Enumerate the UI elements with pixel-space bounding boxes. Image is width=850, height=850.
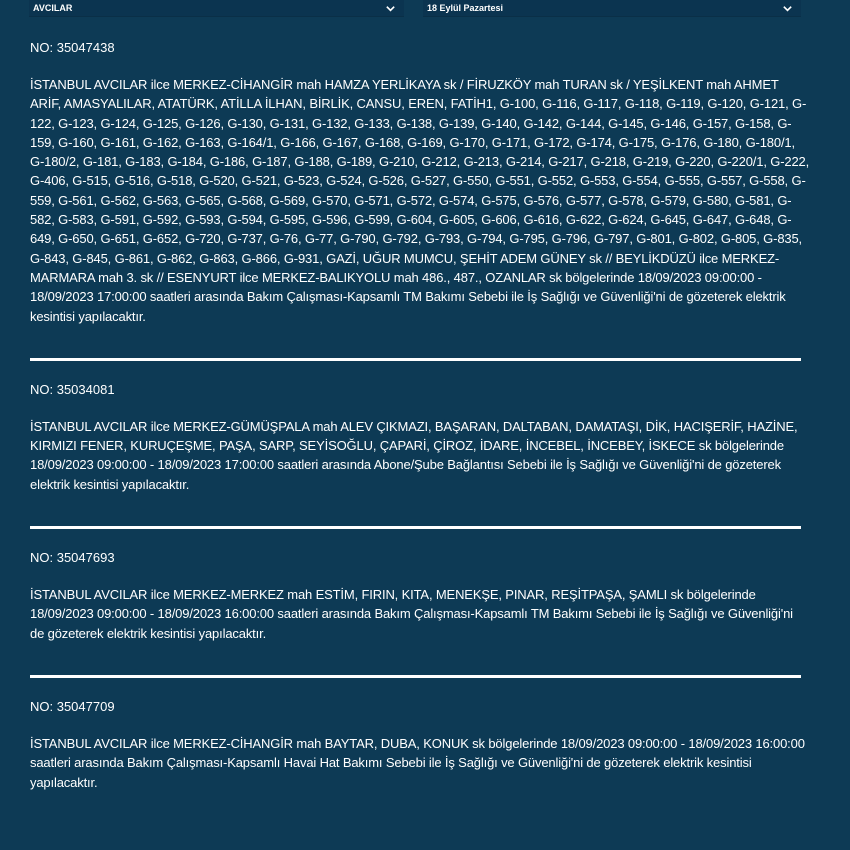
outage-notice <box>30 549 810 643</box>
outage-notice <box>30 698 810 792</box>
district-select[interactable] <box>29 0 404 17</box>
chevron-down-icon <box>782 3 793 14</box>
outage-notice <box>30 39 810 326</box>
notice-text: İSTANBUL AVCILAR ilce MERKEZ-GÜMÜŞPALA mah ALEV ÇIKMAZI, BAŞARAN, DALTABAN, DAMATAŞI, DİK, HACIŞERİF, HAZİNE, KIRMIZI FENER, KURUÇEŞME, PAŞA, SARP, SEYİSOĞLU, ÇAPARİ, ÇİROZ, İDARE, İNCEBEL, İNCEBEY, İSKECE sk bölgelerinde 18/09/2023 09:00:00 - 18/09/2023 17:00:00 saatleri arasında Abone/Şube Bağlantısı Sebebi ile İş Sağlığı ve Güvenliği'ni de gözeterek elektrik kesintisi yapılacaktır. <box>30 418 798 492</box>
outage-list <box>30 32 810 792</box>
date-select-value: 18 Eylül Pazartesi <box>427 3 504 13</box>
notice-number: NO: 35047693 <box>30 550 115 566</box>
filter-bar <box>0 0 850 18</box>
notice-number: NO: 35047709 <box>30 698 115 714</box>
divider <box>30 358 801 361</box>
notice-text: İSTANBUL AVCILAR ilce MERKEZ-CİHANGİR mah HAMZA YERLİKAYA sk / FİRUZKÖY mah TURAN sk / YEŞİLKENT mah AHMET ARİF, AMASYALILAR, ATATÜRK, ATİLLA İLHAN, BİRLİK, CANSU, EREN, FATİH1, G-100, G-116, G-117, G-118, G-119, G-120, G-121, G-122, G-123, G-124, G-125, G-126, G-130, G-131, G-132, G-133, G-138, G-139, G-140, G-142, G-144, G-145, G-146, G-157, G-158, G-159, G-160, G-161, G-162, G-163, G-164/1, G-166, G-167, G-168, G-169, G-170, G-171, G-172, G-174, G-175, G-176, G-180, G-180/1, G-180/2, G-181, G-183, G-184, G-186, G-187, G-188, G-189, G-210, G-212, G-213, G-214, G-217, G-218, G-219, G-220, G-220/1, G-222, G-406, G-515, G-516, G-518, G-520, G-521, G-523, G-524, G-526, G-527, G-550, G-551, G-552, G-553, G-554, G-555, G-557, G-558, G-559, G-561, G-562, G-563, G-565, G-568, G-569, G-570, G-571, G-572, G-574, G-575, G-576, G-577, G-578, G-579, G-580, G-581, G-582, G-583, G-591, G-592, G-593, G-594, G-595, G-596, G-599, G-604, G-605, G-606, G-616, G-622, G-624, G-645, G-647, G-648, G-649, G-650, G-651, G-652, G-720, G-737, G-76, G-77, G-790, G-792, G-793, G-794, G-795, G-796, G-797, G-801, G-802, G-805, G-835, G-843, G-845, G-861, G-862, G-863, G-866, G-931, GAZİ, UĞUR MUMCU, ŞEHİT ADEM GÜNEY sk // BEYLİKDÜZÜ ilce MERKEZ-MARMARA mah 3. sk // ESENYURT ilce MERKEZ-BALIKYOLU mah 486., 487., OZANLAR sk bölgelerinde 18/09/2023 09:00:00 - 18/09/2023 17:00:00 saatleri arasında Bakım Çalışması-Kapsamlı TM Bakımı Sebebi ile İş Sağlığı ve Güvenliği'ni de gözeterek elektrik kesintisi yapılacaktır. <box>30 77 810 324</box>
notice-number: NO: 35047438 <box>30 40 115 55</box>
chevron-down-icon <box>385 3 396 14</box>
outage-notice <box>30 381 810 494</box>
notice-text: İSTANBUL AVCILAR ilce MERKEZ-MERKEZ mah ESTİM, FIRIN, KITA, MENEKŞE, PINAR, REŞİTPAŞA, ŞAMLI sk bölgelerinde 18/09/2023 09:00:00 - 18/09/2023 16:00:00 saatleri arasında Bakım Çalışması-Kapsamlı TM Bakımı Sebebi ile İş Sağlığı ve Güvenliği'ni de gözeterek elektrik kesintisi yapılacaktır. <box>30 587 793 641</box>
divider <box>30 675 801 678</box>
notice-number: NO: 35034081 <box>30 381 115 397</box>
notice-text: İSTANBUL AVCILAR ilce MERKEZ-CİHANGİR mah BAYTAR, DUBA, KONUK sk bölgelerinde 18/09/2023 09:00:00 - 18/09/2023 16:00:00 saatleri arasında Bakım Çalışması-Kapsamlı Havai Hat Bakımı Sebebi ile İş Sağlığı ve Güvenliği'ni de gözeterek elektrik kesintisi yapılacaktır. <box>30 735 805 790</box>
divider <box>30 526 801 529</box>
date-select[interactable] <box>423 0 801 17</box>
district-select-value: AVCILAR <box>33 3 73 13</box>
